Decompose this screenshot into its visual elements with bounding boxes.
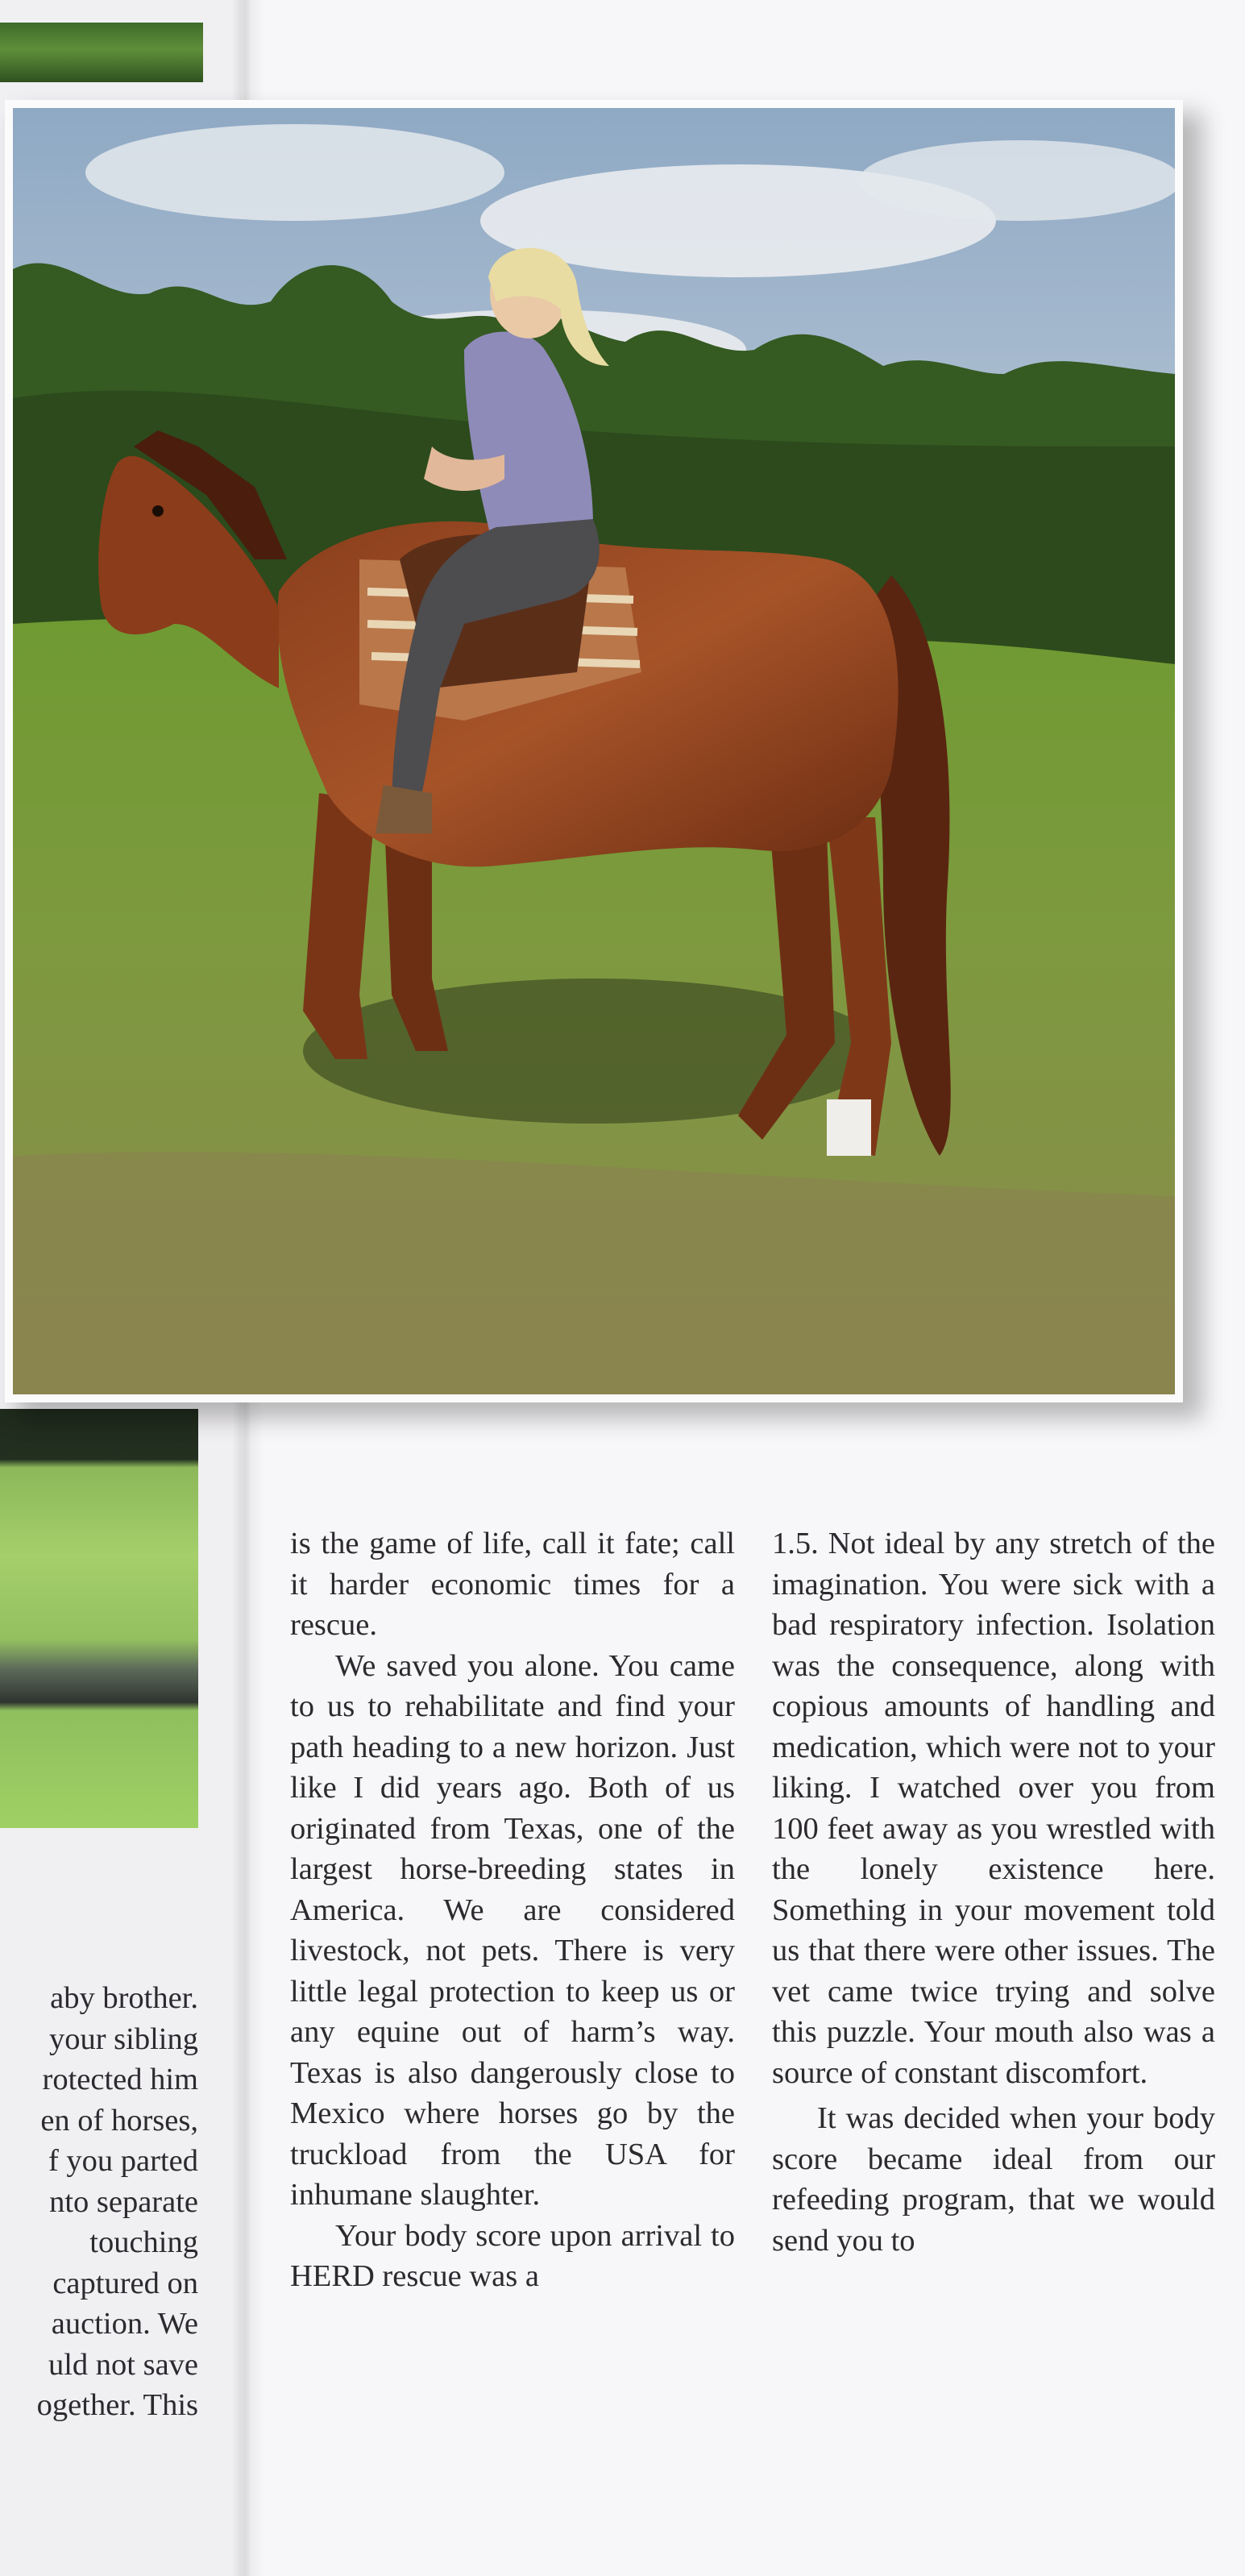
paragraph: It was decided when your body score became ideal from our refeeding program, that we would send you to — [772, 2101, 1215, 2258]
left-line: uld not save — [48, 2347, 198, 2382]
text-column-middle — [290, 1523, 735, 2297]
left-line: captured on — [52, 2266, 198, 2300]
left-line: nto separate — [49, 2184, 198, 2219]
paragraph: 1.5. Not ideal by any stretch of the imagination. You were sick with a bad respiratory infection. Isolation was the consequence, along with copious amounts of handling and medication, which were not to your liking. I watched over you from 100 feet away as you wrestled with the lonely existence here. Something in your movement told us that there were other issues. The vet came twice trying and solve this puzzle. Your mouth also was a source of constant discomfort. — [772, 1527, 1215, 2090]
left-line: aby brother. — [50, 1981, 198, 2015]
horse-rider-illustration — [13, 108, 1175, 1394]
text-column-right — [772, 1523, 1215, 2261]
left-line: f you parted — [48, 2144, 198, 2178]
left-page-text-column — [0, 1978, 198, 2426]
left-line: auction. We — [51, 2307, 198, 2341]
left-line: en of horses, — [40, 2103, 198, 2138]
paragraph: Your body score upon arrival to HERD rescue was a — [290, 2218, 735, 2293]
horse-rider-photo — [5, 100, 1183, 1402]
left-line: rotected him — [42, 2063, 198, 2096]
left-page-photo-top — [0, 23, 203, 82]
paragraph: We saved you alone. You came to us to rehabilitate and find your path heading to a new horizon. Just like I did years ago. Both of us originated from Texas, one of the largest horse-breeding states in America. We are considered livestock, not pets. There is very little legal protection to keep us or any equine out of harm’s way. Texas is also dangerously close to Mexico where horses go by the truckload from the USA for inhumane slaughter. — [290, 1648, 735, 2212]
left-line: touching — [89, 2225, 198, 2259]
paragraph: is the game of life, call it fate; call it harder economic times for a rescue. — [290, 1527, 735, 1642]
left-line: your sibling — [48, 2021, 198, 2056]
left-line: ogether. This — [36, 2388, 198, 2422]
left-page-photo-fence — [0, 1409, 198, 1828]
